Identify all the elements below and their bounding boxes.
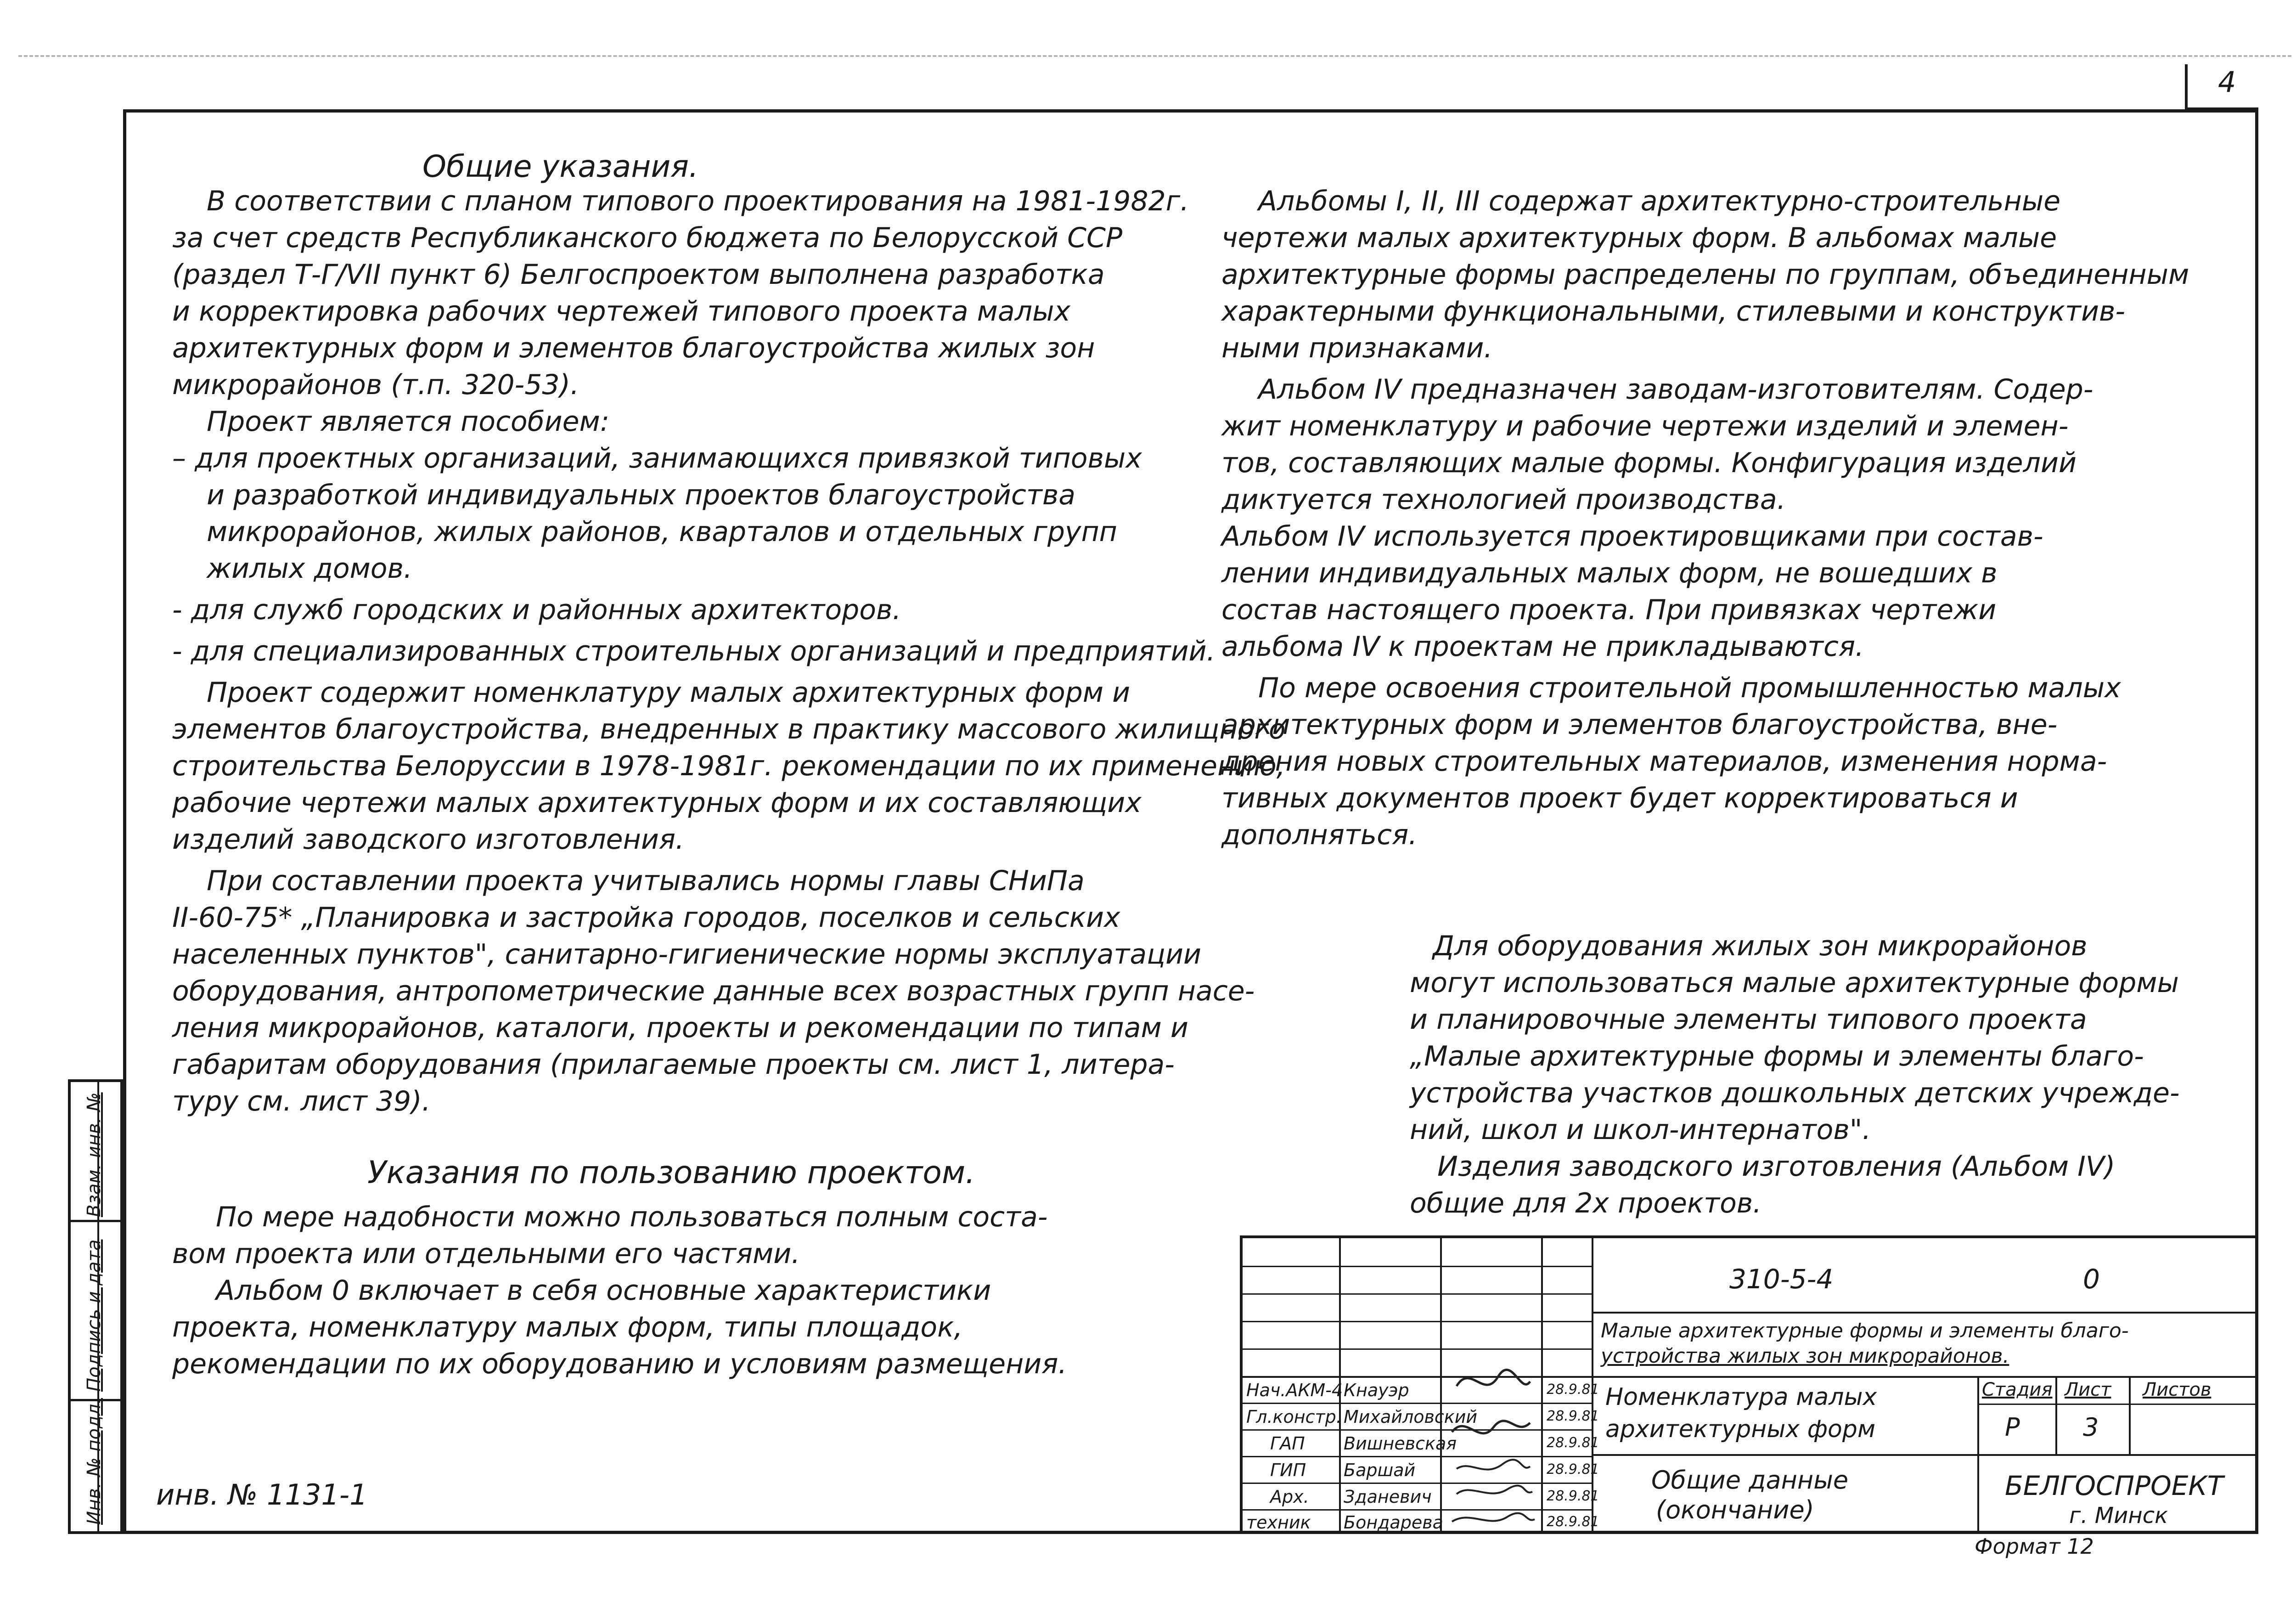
text-line: элементов благоустройства, внедренных в практику массового жилищного bbox=[172, 713, 1286, 745]
stamp-line bbox=[2055, 1376, 2057, 1454]
text-line: ления микрорайонов, каталоги, проекты и рекомендации по типам и bbox=[172, 1012, 1188, 1044]
text-line: (раздел Т-Г/VII пункт 6) Белгоспроектом выполнена разработка bbox=[172, 259, 1105, 291]
text-line: архитектурных форм и элементов благоустройства, вне- bbox=[1221, 709, 2058, 741]
person-name: Зданевич bbox=[1344, 1487, 1432, 1507]
person-date: 28.9.81 bbox=[1547, 1514, 1599, 1530]
sheet-value: 3 bbox=[2083, 1413, 2099, 1442]
title-block bbox=[1240, 1235, 2258, 1534]
text-line: ными признаками. bbox=[1221, 332, 1493, 364]
text-line: тивных документов проект будет корректироваться и bbox=[1221, 782, 2018, 814]
person-role: Гл.констр. bbox=[1246, 1407, 1342, 1427]
stamp-line bbox=[1977, 1404, 2258, 1405]
text-line: населенных пунктов", санитарно-гигиенические нормы эксплуатации bbox=[172, 938, 1201, 970]
format-note: Формат 12 bbox=[1975, 1534, 2094, 1559]
person-role: ГИП bbox=[1270, 1460, 1306, 1480]
text-line: По мере надобности можно пользоваться полным соста- bbox=[216, 1201, 1048, 1233]
side-label-vzam-inv: Взам. инв. № bbox=[84, 1092, 105, 1217]
side-stamp-divider bbox=[71, 1220, 120, 1222]
signature bbox=[1457, 1370, 1530, 1386]
text-line: характерными функциональными, стилевыми и конструктив- bbox=[1221, 295, 2126, 327]
stamp-line bbox=[1243, 1293, 1592, 1295]
text-line: микрорайонов (т.п. 320-53). bbox=[172, 369, 580, 401]
side-label-inv-podl: Инв. № подл. bbox=[84, 1398, 105, 1525]
person-name: Бондарева bbox=[1344, 1512, 1443, 1533]
signature bbox=[1452, 1513, 1535, 1522]
stamp-line bbox=[1243, 1348, 1592, 1350]
text-line: за счет средств Республиканского бюджета по Белорусской ССР bbox=[172, 222, 1123, 254]
text-line: чертежи малых архитектурных форм. В альбомах малые bbox=[1221, 222, 2057, 254]
organization-city: г. Минск bbox=[2069, 1503, 2168, 1528]
sheet-title-line: архитектурных форм bbox=[1605, 1415, 1876, 1443]
text-line: лении индивидуальных малых форм, не вошедших в bbox=[1221, 557, 1998, 589]
album-number: 0 bbox=[2083, 1263, 2100, 1295]
side-label-podpis-data: Подпись и дата bbox=[84, 1239, 105, 1392]
stamp-line bbox=[1592, 1454, 2258, 1456]
text-line: жит номенклатуру и рабочие чертежи изделий и элемен- bbox=[1221, 410, 2069, 442]
inventory-number: инв. № 1131-1 bbox=[156, 1478, 368, 1511]
text-line: микрорайонов, жилых районов, кварталов и отдельных групп bbox=[207, 516, 1117, 548]
text-line: Альбомы I, II, III содержат архитектурно-строительные bbox=[1258, 185, 2061, 217]
text-line: ний, школ и школ-интернатов". bbox=[1410, 1114, 1871, 1146]
text-line: рабочие чертежи малых архитектурных форм и их составляющих bbox=[172, 787, 1142, 819]
section-line: (окончание) bbox=[1656, 1495, 1814, 1524]
text-line: II-60-75* „Планировка и застройка городов, поселков и сельских bbox=[172, 902, 1120, 934]
text-line: – для проектных организаций, занимающихся привязкой типовых bbox=[172, 442, 1142, 474]
page-title: Общие указания. bbox=[422, 149, 698, 184]
section-line: Общие данные bbox=[1651, 1466, 1849, 1494]
project-code: 310-5-4 bbox=[1729, 1263, 1834, 1295]
text-line: проекта, номенклатуру малых форм, типы площадок, bbox=[172, 1311, 963, 1343]
text-line: общие для 2х проектов. bbox=[1410, 1187, 1762, 1219]
text-line: и разработкой индивидуальных проектов благоустройства bbox=[207, 479, 1075, 511]
stage-label: Стадия bbox=[1982, 1379, 2053, 1400]
text-line: В соответствии с планом типового проектирования на 1981-1982г. bbox=[207, 185, 1189, 217]
signature bbox=[1457, 1460, 1530, 1469]
text-line: габаритам оборудования (прилагаемые проекты см. лист 1, литера- bbox=[172, 1049, 1175, 1081]
person-date: 28.9.81 bbox=[1547, 1461, 1599, 1477]
person-date: 28.9.81 bbox=[1547, 1382, 1599, 1398]
text-line: При составлении проекта учитывались нормы главы СНиПа bbox=[207, 865, 1085, 897]
signature bbox=[1457, 1486, 1532, 1494]
scan-mark-top bbox=[18, 55, 2291, 57]
text-line: состав настоящего проекта. При привязках чертежи bbox=[1221, 594, 1997, 626]
text-line: Проект содержит номенклатуру малых архитектурных форм и bbox=[207, 677, 1131, 709]
text-line: Для оборудования жилых зон микрорайонов bbox=[1433, 930, 2088, 962]
person-date: 28.9.81 bbox=[1547, 1488, 1599, 1504]
sheets-label: Листов bbox=[2143, 1379, 2212, 1400]
signature bbox=[1452, 1421, 1530, 1433]
text-line: могут использоваться малые архитектурные формы bbox=[1410, 967, 2179, 999]
stamp-line bbox=[2129, 1376, 2131, 1454]
sheet-number: 4 bbox=[2218, 65, 2236, 99]
project-title-line: Малые архитектурные формы и элементы благо- bbox=[1601, 1319, 2129, 1342]
usage-heading: Указания по пользованию проектом. bbox=[367, 1155, 975, 1191]
text-line: дополняться. bbox=[1221, 819, 1418, 851]
text-line: оборудования, антропометрические данные всех возрастных групп насе- bbox=[172, 975, 1255, 1007]
text-line: - для специализированных строительных организаций и предприятий. bbox=[172, 635, 1216, 667]
person-role: техник bbox=[1246, 1512, 1311, 1533]
person-name: Кнауэр bbox=[1344, 1380, 1409, 1400]
person-date: 28.9.81 bbox=[1547, 1435, 1599, 1451]
text-line: Альбом IV предназначен заводам-изготовителям. Содер- bbox=[1258, 373, 2093, 406]
stamp-line bbox=[1243, 1321, 1592, 1322]
text-line: диктуется технологией производства. bbox=[1221, 484, 1786, 516]
text-line: устройства участков дошкольных детских учрежде- bbox=[1410, 1077, 2180, 1109]
text-line: „Малые архитектурные формы и элементы благо- bbox=[1410, 1040, 2144, 1072]
text-line: жилых домов. bbox=[207, 553, 412, 585]
sheet-title-line: Номенклатура малых bbox=[1605, 1383, 1877, 1411]
text-line: Альбом 0 включает в себя основные характеристики bbox=[216, 1274, 991, 1307]
project-title-line: устройства жилых зон микрорайонов. bbox=[1601, 1344, 2009, 1368]
stage-value: Р bbox=[2005, 1413, 2020, 1442]
person-name: Вишневская bbox=[1344, 1433, 1457, 1454]
person-date: 28.9.81 bbox=[1547, 1408, 1599, 1424]
stamp-line bbox=[1541, 1238, 1543, 1534]
text-line: тов, составляющих малые формы. Конфигурация изделий bbox=[1221, 447, 2077, 479]
sheet-label: Лист bbox=[2065, 1379, 2111, 1400]
organization-name: БЕЛГОСПРОЕКТ bbox=[2005, 1470, 2224, 1501]
text-line: - для служб городских и районных архитекторов. bbox=[172, 594, 901, 626]
text-line: архитектурных форм и элементов благоустройства жилых зон bbox=[172, 332, 1095, 364]
text-line: рекомендации по их оборудованию и условиям размещения. bbox=[172, 1348, 1067, 1380]
stamp-line bbox=[1440, 1238, 1442, 1534]
person-name: Баршай bbox=[1344, 1460, 1416, 1480]
person-name: Михайловский bbox=[1344, 1407, 1478, 1427]
text-line: туру см. лист 39). bbox=[172, 1085, 431, 1117]
text-line: Альбом IV используется проектировщиками при состав- bbox=[1221, 520, 2043, 553]
text-line: альбома IV к проектам не прикладываются. bbox=[1221, 631, 1864, 663]
text-line: изделий заводского изготовления. bbox=[172, 823, 684, 856]
stamp-line bbox=[1243, 1266, 1592, 1267]
text-line: архитектурные формы распределены по группам, объединенным bbox=[1221, 259, 2189, 291]
text-line: вом проекта или отдельными его частями. bbox=[172, 1238, 800, 1270]
text-line: и планировочные элементы типового проекта bbox=[1410, 1004, 2087, 1036]
stamp-line bbox=[1592, 1312, 2258, 1314]
signature-scribbles bbox=[1443, 1359, 1540, 1533]
text-line: строительства Белоруссии в 1978-1981г. рекомендации по их применению, bbox=[172, 750, 1285, 782]
text-line: Проект является пособием: bbox=[207, 406, 610, 438]
person-role: Арх. bbox=[1270, 1487, 1309, 1507]
person-role: Нач.АКМ-4 bbox=[1246, 1380, 1343, 1400]
text-line: Изделия заводского изготовления (Альбом IV) bbox=[1437, 1150, 2116, 1183]
person-role: ГАП bbox=[1270, 1433, 1305, 1454]
stamp-line bbox=[1243, 1376, 2258, 1378]
text-line: и корректировка рабочих чертежей типового проекта малых bbox=[172, 295, 1070, 327]
text-line: По мере освоения строительной промышленностью малых bbox=[1258, 672, 2121, 704]
text-line: дрения новых строительных материалов, изменения норма- bbox=[1221, 745, 2107, 778]
